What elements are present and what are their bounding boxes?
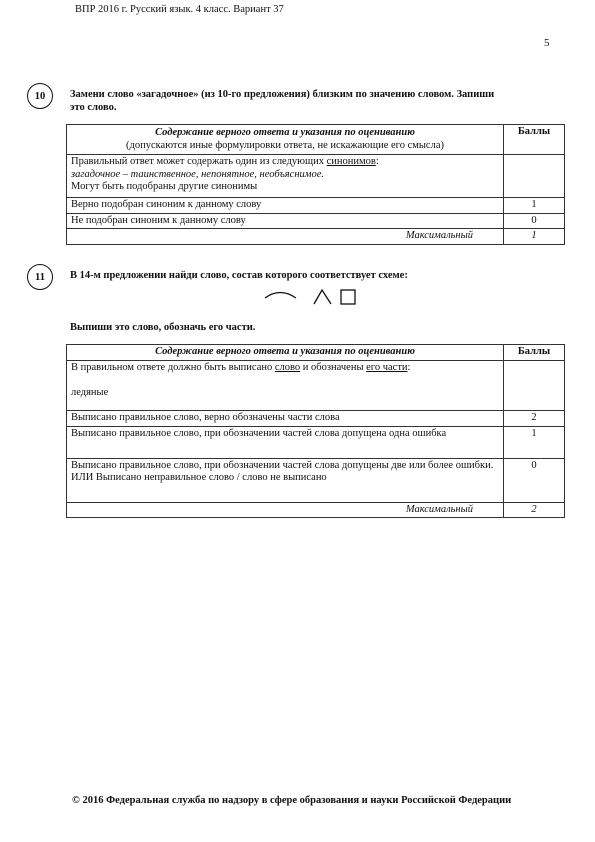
answer-11-colon: : xyxy=(407,362,411,373)
table-11-answer-score xyxy=(504,361,565,411)
table-11-row-score: 2 xyxy=(504,411,565,427)
table-10-answer-cell xyxy=(67,155,504,198)
table-10-answer-score xyxy=(504,155,565,198)
table-11-row-text-multi xyxy=(67,458,504,502)
answer-10-note: Могут быть подобраны другие синонимы xyxy=(71,181,258,192)
table-11-max-label: Максимальный xyxy=(67,502,504,518)
table-10-header-main: Содержание верного ответа и указания по оцениванию xyxy=(155,127,415,138)
page-footer: © 2016 Федеральная служба по надзору в сфере образования и науки Российской Федерации xyxy=(72,795,512,806)
table-10-row-text: Верно подобран синоним к данному слову xyxy=(67,198,504,214)
table-10-row-score: 0 xyxy=(504,213,565,229)
answer-11-word: ледяные xyxy=(71,386,109,398)
question-11-line2: Выпиши это слово, обозначь его части. xyxy=(70,322,256,333)
table-10-row-score: 1 xyxy=(504,198,565,214)
table-11-row-score: 0 xyxy=(504,458,565,502)
table-10-max-label: Максимальный xyxy=(67,229,504,245)
question-10-line1: Замени слово «загадочное» (из 10-го предложения) близким по значению словом. Запиши xyxy=(70,89,495,100)
root-arc-icon xyxy=(265,293,296,299)
answer-10-synonyms-list: загадочное – таинственное, непонятное, необъяснимое. xyxy=(71,168,325,180)
scoring-table-11 xyxy=(66,344,565,518)
table-10-row-text: Не подобран синоним к данному слову xyxy=(67,213,504,229)
answer-11-parts-underlined: его части xyxy=(366,362,408,373)
table-11-row-text-part2: ИЛИ Выписано неправильное слово / слово не выписано xyxy=(71,472,327,483)
suffix-icon xyxy=(314,290,331,304)
table-11-header-score: Баллы xyxy=(504,345,565,361)
page-number: 5 xyxy=(544,37,550,49)
word-scheme-icon xyxy=(262,286,362,308)
table-10-max-value: 1 xyxy=(504,229,565,245)
answer-10-intro: Правильный ответ может содержать один из следующих xyxy=(71,156,327,167)
table-10-header-score: Баллы xyxy=(504,125,565,155)
answer-10-synonyms-word: синонимов xyxy=(326,156,376,167)
table-11-row-text-part1: Выписано правильное слово, при обозначении частей слова допущены две или более ошибки. xyxy=(71,459,494,471)
scoring-table-10 xyxy=(66,124,565,245)
table-11-answer-cell xyxy=(67,361,504,411)
table-10-header-sub: (допускаются иные формулировки ответа, не искажающие его смысла) xyxy=(126,139,444,151)
table-11-row-text: Выписано правильное слово, при обозначении частей слова допущена одна ошибка xyxy=(67,426,504,458)
table-11-max-value: 2 xyxy=(504,502,565,518)
question-number-10: 10 xyxy=(27,83,53,109)
answer-10-colon: : xyxy=(375,156,379,167)
question-10-text xyxy=(70,88,550,114)
table-11-row-text: Выписано правильное слово, верно обозначены части слова xyxy=(67,411,504,427)
answer-11-word-underlined: слово xyxy=(274,362,301,373)
question-number-11: 11 xyxy=(27,264,53,290)
answer-11-mid: и обозначены xyxy=(300,362,367,373)
question-10-line2: это слово. xyxy=(70,102,117,113)
ending-box-icon xyxy=(341,290,355,304)
table-11-row-score: 1 xyxy=(504,426,565,458)
table-11-header-content: Содержание верного ответа и указания по оцениванию xyxy=(67,345,504,361)
question-11-line1: В 14-м предложении найди слово, состав которого соответствует схеме: xyxy=(70,270,408,281)
table-10-header-content xyxy=(67,125,504,155)
page-header: ВПР 2016 г. Русский язык. 4 класс. Вариант 37 xyxy=(75,4,284,15)
answer-11-intro: В правильном ответе должно быть выписано xyxy=(71,362,275,373)
